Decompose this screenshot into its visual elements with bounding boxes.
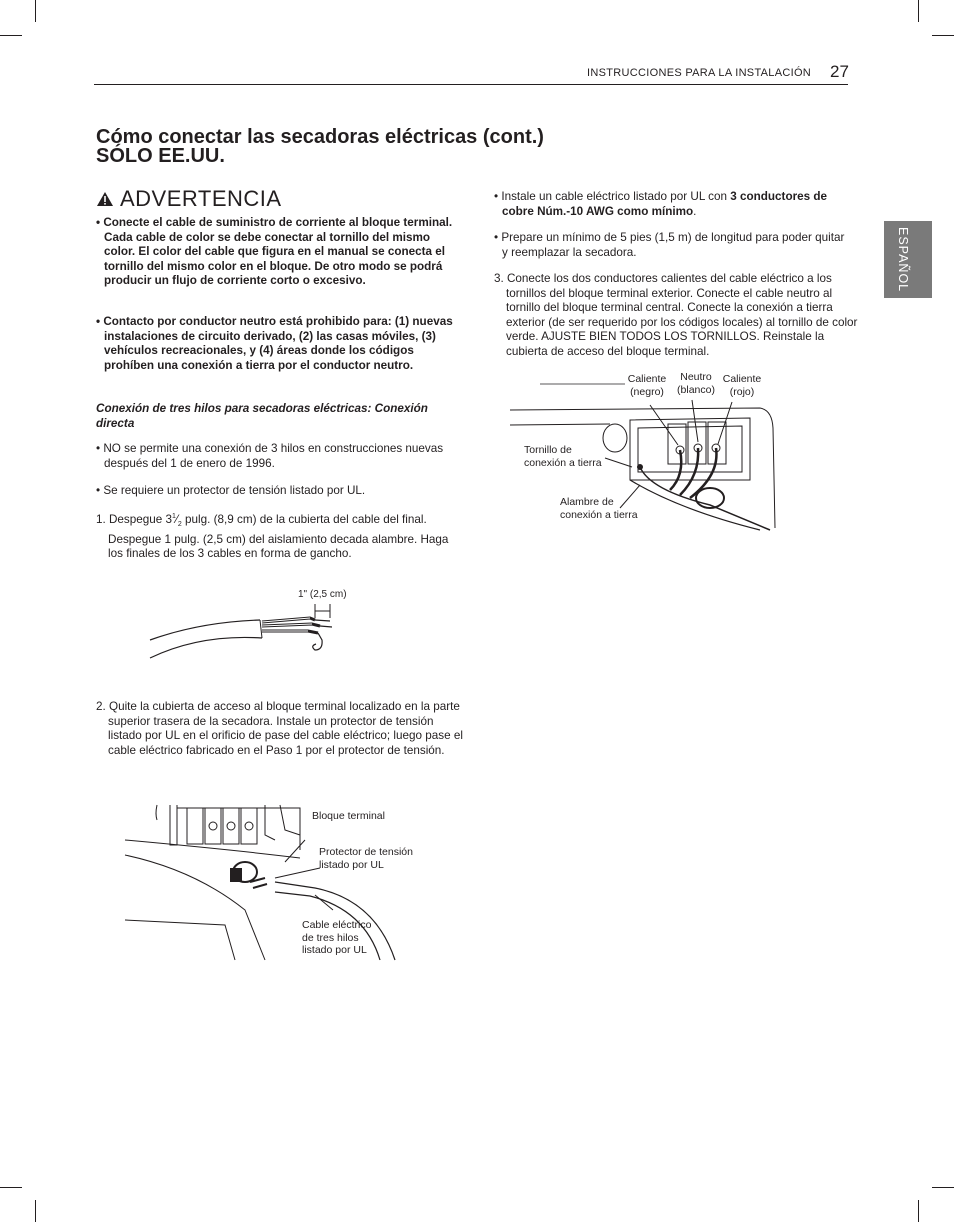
fig3-label-hot-black: Caliente (negro) bbox=[627, 373, 667, 398]
fraction-numerator: 1 bbox=[172, 513, 176, 520]
crop-mark bbox=[0, 35, 22, 36]
fig2-label-terminal-block: Bloque terminal bbox=[312, 810, 385, 822]
stripped-cable-illustration bbox=[140, 600, 360, 670]
crop-mark bbox=[932, 35, 954, 36]
crop-mark bbox=[35, 1200, 36, 1222]
fig3-label-hot-red: Caliente (rojo) bbox=[722, 373, 762, 398]
bullet-ul-cable-text-bold: 3 conductores de cobre Núm.-10 AWG como mínimo bbox=[502, 190, 828, 218]
header-divider bbox=[94, 84, 848, 85]
step-1-text-a: 1. Despegue 3 bbox=[96, 512, 173, 526]
warning-bullet-1: • Conecte el cable de suministro de corriente al bloque terminal. Cada cable de color se debe conectar al tornillo del mismo color. El color del cable que figura en el manual se conecta el tornillo del mismo color en el bloque. De otro modo se podrá producir un flujo de corriente corto o excesivo. bbox=[96, 216, 453, 288]
crop-mark bbox=[918, 0, 919, 22]
fig3-label-ground-screw: Tornillo de conexión a tierra bbox=[524, 444, 602, 469]
warning-label: ADVERTENCIA bbox=[120, 186, 282, 211]
step-2: 2. Quite la cubierta de acceso al bloque terminal localizado en la parte superior trasera de la secadora. Instale un protector de tensión listado por UL en el orificio de pase del cable eléctrico; luego pase el cable eléctrico fabricado en el Paso 1 por el protector de tensión. bbox=[96, 700, 463, 757]
fig1-dimension-label: 1" (2,5 cm) bbox=[298, 589, 347, 600]
step-1-text-b: pulg. (8,9 cm) de la cubierta del cable del final. Despegue 1 pulg. (2,5 cm) del aislamiento decada alambre. Haga los finales de los 3 cables en forma de gancho. bbox=[108, 512, 449, 561]
fig2-label-cable: Cable eléctrico de tres hilos listado por UL bbox=[302, 919, 372, 956]
bullet-ul-cable-text-c: . bbox=[693, 204, 697, 218]
fig3-label-ground-wire: Alambre de conexión a tierra bbox=[560, 496, 638, 521]
step-3: 3. Conecte los dos conductores calientes del cable eléctrico a los tornillos del bloque terminal exterior. Conecte el cable neutro al tornillo del bloque terminal central. Conecte la conexión a tierra exterior (de ser requerido por los códigos locales) al tornillo de color verde. AJUSTE BIEN TODOS LOS TORNILLOS. Reinstale la cubierta de acceso del bloque terminal. bbox=[494, 272, 858, 358]
fig3-label-neutral-white: Neutro (blanco) bbox=[677, 371, 715, 396]
warning-heading bbox=[96, 186, 282, 212]
fraction-denominator: 2 bbox=[177, 521, 182, 529]
crop-mark bbox=[932, 1187, 954, 1188]
bullet-ul-cable bbox=[494, 190, 858, 219]
bullet-no-three-wire: • NO se permite una conexión de 3 hilos en construcciones nuevas después del 1 de enero de 1996. bbox=[96, 442, 444, 470]
bullet-strain-relief: • Se requiere un protector de tensión listado por UL. bbox=[96, 484, 366, 497]
language-tab bbox=[884, 221, 932, 298]
title-line2: SÓLO EE.UU. bbox=[96, 145, 225, 167]
fig2-label-strain-relief: Protector de tensión listado por UL bbox=[319, 846, 413, 871]
bullet-cable-length: • Prepare un mínimo de 5 pies (1,5 m) de longitud para poder quitar y reemplazar la secadora. bbox=[494, 231, 845, 259]
warning-triangle-icon bbox=[96, 191, 114, 207]
language-tab-label: ESPAÑOL bbox=[896, 227, 910, 293]
page-title bbox=[96, 128, 544, 166]
step-1: 1. Despegue $3^1⁄_2$ pulg. (8,9 cm) de la cubierta del cable del final. Despegue 1 pulg. (2,5 cm) del aislamiento decada alambre. Haga los finales de los 3 cables en forma de gancho. bbox=[96, 512, 449, 561]
crop-mark bbox=[0, 1187, 22, 1188]
subheading-three-wire: Conexión de tres hilos para secadoras eléctricas: Conexión directa bbox=[96, 402, 428, 430]
crop-mark bbox=[918, 1200, 919, 1222]
title-line1: Cómo conectar las secadoras eléctricas (cont.) bbox=[96, 126, 544, 148]
crop-mark bbox=[35, 0, 36, 22]
bullet-ul-cable-text-a: • Instale un cable eléctrico listado por UL con bbox=[494, 190, 731, 203]
warning-bullet-2: • Contacto por conductor neutro está prohibido para: (1) nuevas instalaciones de circuito derivado, (2) las casas móviles, (3) vehículos recreacionales, y (4) áreas donde los códigos prohíben una conexión a tierra por el conductor neutro. bbox=[96, 315, 453, 372]
header-section-title: INSTRUCCIONES PARA LA INSTALACIÓN bbox=[587, 67, 812, 79]
page-number: 27 bbox=[830, 62, 849, 81]
